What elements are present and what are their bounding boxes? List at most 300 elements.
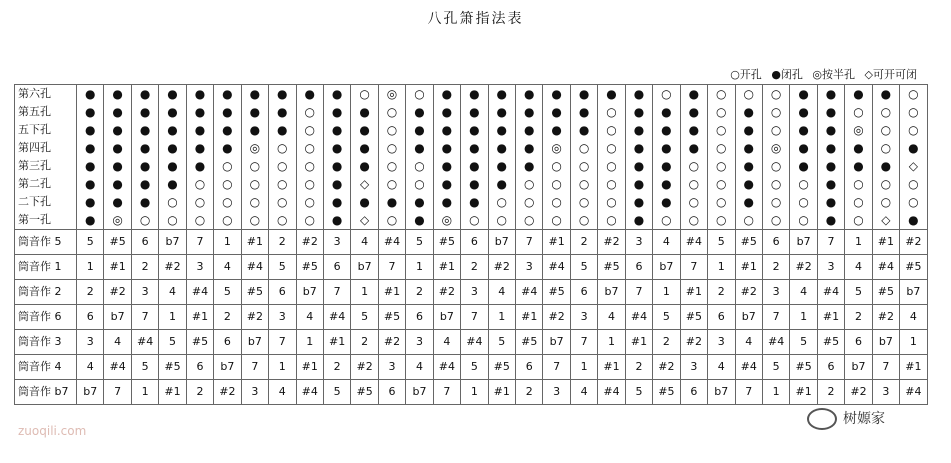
note-cell: b7 [845,355,872,380]
hole-symbol: ○ [606,177,617,191]
hole-symbol: ○ [606,123,617,137]
note-cell: 6 [845,330,872,355]
hole-symbol: ○ [304,105,315,119]
hole-symbol: ○ [770,213,782,227]
note-cell: #4 [762,330,789,355]
hole-symbol: ◎ [249,141,261,155]
hole-symbol: ○ [798,213,809,227]
note-cell: #4 [735,355,762,380]
hole-symbol: ● [743,195,754,209]
note-cell: #1 [625,330,652,355]
note-cell: #5 [735,230,762,255]
note-cell: 2 [131,255,158,280]
note-cell: b7 [735,305,762,330]
hole-symbol: ○ [414,87,425,101]
note-cell: 7 [323,280,350,305]
note-cell: #2 [159,255,186,280]
hole-symbol: ● [825,159,837,173]
note-cell: #1 [516,305,543,330]
fingering-column [570,85,597,230]
hole-symbol: ● [825,87,837,101]
note-cell: 2 [817,380,844,405]
hole-symbol: ● [825,123,837,137]
note-cell: 4 [406,355,433,380]
hole-label: 第四孔 [18,141,51,154]
note-cell: #2 [433,280,460,305]
hole-symbol: ● [523,159,535,173]
note-cell: 1 [159,305,186,330]
note-cell: b7 [488,230,515,255]
note-cell: #1 [378,280,405,305]
hole-symbol: ● [139,87,151,101]
fingering-column [269,85,296,230]
note-cell: 1 [790,305,817,330]
note-cell: 7 [872,355,899,380]
hole-symbol: ○ [386,123,398,137]
note-cell: #5 [104,230,131,255]
note-cell: 2 [351,330,378,355]
hole-symbol: ○ [688,159,700,173]
hole-symbol: ● [853,141,864,155]
legend [724,66,917,82]
hole-symbol: ● [853,87,864,101]
hole-symbol: ● [277,123,288,137]
note-cell: #5 [488,355,515,380]
note-cell: b7 [900,280,927,305]
note-row-label: 筒音作 4 [15,355,77,380]
hole-symbol: ○ [770,177,782,191]
hole-symbol: ● [331,177,343,191]
note-cell: 6 [323,255,350,280]
hole-label: 第三孔 [18,159,51,172]
note-cell: 4 [598,305,625,330]
hole-symbol: ● [908,213,919,227]
note-cell: #4 [598,380,625,405]
hole-symbol: ● [743,141,754,155]
note-cell: #1 [159,380,186,405]
fingering-column [214,85,241,230]
hole-symbol: ● [84,123,96,137]
hole-label: 第二孔 [18,177,51,190]
hole-symbol: ○ [853,195,864,209]
page-title: 八孔箫指法表 [427,11,524,27]
hole-symbol: ● [331,123,343,137]
hole-symbol: ● [359,105,370,119]
hole-symbol: ○ [304,213,315,227]
hole-symbol: ◇ [908,159,918,173]
hole-symbol: ○ [661,87,672,101]
hole-symbol: ● [112,87,123,101]
hole-symbol: ○ [661,213,672,227]
note-row-label: 筒音作 3 [15,330,77,355]
note-cell: #5 [433,230,460,255]
note-cell: #2 [653,355,680,380]
note-cell: #4 [296,380,323,405]
note-cell: 1 [214,230,241,255]
hole-symbol: ● [633,177,645,191]
hole-symbol: ● [496,159,508,173]
note-cell: 4 [708,355,735,380]
brand-badge [807,404,937,434]
hole-symbol: ○ [496,213,508,227]
note-cell: b7 [598,280,625,305]
hole-label: 第五孔 [18,105,51,118]
hole-symbol: ● [606,87,617,101]
fingering-column [104,85,131,230]
hole-symbol: ● [84,177,96,191]
hole-symbol: ● [825,195,837,209]
note-cell: 3 [241,380,268,405]
hole-symbol: ● [139,105,151,119]
hole-symbol: ○ [249,159,261,173]
note-cell: #1 [543,230,570,255]
fingering-column [680,85,707,230]
hole-symbol: ● [222,141,233,155]
note-cell: 7 [680,255,707,280]
hole-symbol: ○ [880,141,892,155]
note-cell: #5 [680,305,707,330]
fingering-column [488,85,515,230]
hole-symbol: ○ [880,105,892,119]
hole-symbol: ● [633,87,645,101]
hole-symbol: ○ [277,141,288,155]
note-cell: #4 [378,230,405,255]
note-cell: 2 [653,330,680,355]
brand-name: 树嫄家 [843,411,885,427]
hole-symbol: ● [743,159,754,173]
note-cell: #2 [680,330,707,355]
note-row [15,230,928,255]
hole-symbol: ● [139,159,151,173]
note-cell: 1 [762,380,789,405]
hole-symbol: ● [194,87,206,101]
hole-symbol: ● [277,105,288,119]
hole-symbol: ○ [716,159,727,173]
note-cell: #2 [790,255,817,280]
hole-symbol: ○ [853,105,864,119]
note-cell: 4 [104,330,131,355]
hole-symbol: ● [798,141,809,155]
note-cell: 3 [708,330,735,355]
note-cell: b7 [351,255,378,280]
hole-symbol: ◎ [770,141,782,155]
hole-symbol: ● [633,105,645,119]
note-cell: 4 [735,330,762,355]
hole-symbol: ○ [551,159,562,173]
hole-symbol: ● [331,87,343,101]
note-cell: b7 [872,330,899,355]
note-cell: 4 [653,230,680,255]
note-cell: 7 [131,305,158,330]
fingering-column [653,85,680,230]
hole-symbol: ○ [716,177,727,191]
note-cell: 4 [570,380,597,405]
note-cell: #4 [543,255,570,280]
hole-grid-row [15,85,928,230]
note-row [15,280,928,305]
hole-symbol: ● [167,123,178,137]
note-cell: #4 [625,305,652,330]
note-cell: 5 [406,230,433,255]
hole-symbol: ● [825,177,837,191]
legend-closed-hole: ●闭孔 [771,68,803,81]
hole-symbol: ● [661,159,672,173]
hole-label: 第一孔 [18,213,51,226]
note-cell: 6 [406,305,433,330]
note-cell: 2 [323,355,350,380]
hole-symbol: ● [688,87,700,101]
hole-symbol: ● [661,105,672,119]
hole-symbol: ○ [743,213,754,227]
note-cell: 7 [516,230,543,255]
hole-symbol: ● [469,177,480,191]
hole-symbol: ● [139,123,151,137]
hole-symbol: ● [523,123,535,137]
hole-symbol: ◇ [359,213,370,227]
note-row [15,305,928,330]
note-row [15,355,928,380]
note-cell: 2 [461,255,488,280]
hole-symbol: ● [496,177,508,191]
hole-symbol: ● [880,87,892,101]
hole-symbol: ● [84,195,96,209]
note-cell: #2 [296,230,323,255]
hole-symbol: ● [661,177,672,191]
note-cell: #1 [104,255,131,280]
note-cell: 5 [653,305,680,330]
hole-symbol: ● [414,213,425,227]
note-cell: 7 [762,305,789,330]
hole-symbol: ● [441,159,453,173]
hole-symbol: ○ [716,213,727,227]
hole-symbol: ○ [277,177,288,191]
note-row-label: 筒音作 1 [15,255,77,280]
hole-symbol: ○ [277,213,288,227]
hole-symbol: ● [167,105,178,119]
note-cell: 5 [131,355,158,380]
note-cell: #5 [241,280,268,305]
note-cell: #2 [845,380,872,405]
note-row [15,380,928,405]
hole-symbol: ○ [222,159,233,173]
hole-symbol: ● [578,105,590,119]
hole-symbol: ○ [716,141,727,155]
note-cell: 1 [296,330,323,355]
note-cell: 2 [570,230,597,255]
hole-symbol: ● [139,141,151,155]
hole-symbol: ● [386,195,398,209]
hole-symbol: ● [633,159,645,173]
note-cell: #4 [241,255,268,280]
note-cell: 6 [625,255,652,280]
note-cell: 1 [77,255,104,280]
note-cell: #2 [735,280,762,305]
hole-symbol: ○ [386,213,398,227]
hole-symbol: ● [551,123,562,137]
note-cell: b7 [241,330,268,355]
note-cell: 6 [570,280,597,305]
note-cell: #4 [186,280,213,305]
hole-symbol: ● [331,213,343,227]
note-cell: 2 [269,230,296,255]
hole-symbol: ○ [578,213,590,227]
note-cell: 4 [351,230,378,255]
note-cell: #2 [351,355,378,380]
note-cell: b7 [159,230,186,255]
hole-symbol: ◎ [853,123,864,137]
note-cell: 4 [900,305,927,330]
hole-symbol: ○ [770,87,782,101]
hole-symbol: ○ [414,159,425,173]
note-cell: 2 [516,380,543,405]
note-cell: #5 [653,380,680,405]
note-cell: 5 [845,280,872,305]
watermark: zuoqili.com [18,424,87,438]
hole-symbol: ● [469,105,480,119]
note-cell: 3 [186,255,213,280]
hole-symbol: ● [249,105,261,119]
hole-symbol: ○ [908,105,919,119]
note-cell: 7 [817,230,844,255]
hole-symbol: ○ [523,177,535,191]
fingering-column [323,85,350,230]
hole-symbol: ● [496,123,508,137]
hole-symbol: ○ [523,195,535,209]
hole-symbol: ○ [139,213,151,227]
note-cell: 3 [570,305,597,330]
hole-symbol: ● [578,87,590,101]
note-cell: #2 [241,305,268,330]
note-cell: 7 [461,305,488,330]
note-cell: 4 [488,280,515,305]
note-cell: #2 [543,305,570,330]
hole-symbol: ○ [606,159,617,173]
note-cell: #5 [516,330,543,355]
note-cell: 6 [817,355,844,380]
hole-symbol: ● [825,213,837,227]
fingering-column [241,85,268,230]
fingering-column [378,85,405,230]
hole-symbol: ○ [386,159,398,173]
note-cell: 7 [241,355,268,380]
hole-symbol: ○ [716,87,727,101]
note-cell: b7 [708,380,735,405]
hole-symbol: ● [633,195,645,209]
hole-symbol: ○ [716,195,727,209]
hole-symbol: ● [688,123,700,137]
hole-symbol: ○ [770,159,782,173]
hole-symbol: ○ [578,195,590,209]
fingering-column [817,85,844,230]
note-cell: 5 [323,380,350,405]
fingering-column [543,85,570,230]
note-cell: 7 [625,280,652,305]
note-cell: #5 [159,355,186,380]
note-cell: 5 [708,230,735,255]
note-cell: 4 [433,330,460,355]
hole-symbol: ○ [469,213,480,227]
hole-symbol: ○ [249,195,261,209]
hole-symbol: ○ [770,123,782,137]
note-cell: 1 [488,305,515,330]
fingering-column [433,85,460,230]
note-cell: b7 [433,305,460,330]
hole-symbol: ● [633,123,645,137]
hole-symbol: ○ [716,123,727,137]
hole-symbol: ● [441,105,453,119]
note-cell: 7 [543,355,570,380]
note-cell: 3 [817,255,844,280]
hole-symbol: ○ [304,177,315,191]
note-cell: #5 [598,255,625,280]
note-cell: 5 [77,230,104,255]
note-cell: #2 [872,305,899,330]
note-cell: 2 [186,380,213,405]
hole-symbol: ● [112,105,123,119]
note-cell: 4 [845,255,872,280]
note-cell: 3 [269,305,296,330]
note-cell: 5 [159,330,186,355]
note-cell: 5 [790,330,817,355]
note-cell: 7 [186,230,213,255]
hole-symbol: ● [688,141,700,155]
hole-symbol: ○ [606,105,617,119]
note-cell: 3 [516,255,543,280]
note-cell: 6 [708,305,735,330]
note-cell: #1 [241,230,268,255]
note-cell: 7 [735,380,762,405]
hole-label: 五下孔 [18,123,51,136]
hole-symbol: ● [908,141,919,155]
note-cell: #2 [900,230,927,255]
fingering-column [708,85,735,230]
hole-symbol: ● [331,159,343,173]
note-cell: #1 [680,280,707,305]
hole-symbol: ● [84,87,96,101]
note-cell: #4 [516,280,543,305]
note-cell: 1 [845,230,872,255]
hole-symbol: ● [304,87,315,101]
hole-symbol: ● [551,105,562,119]
hole-symbol: ● [523,141,535,155]
hole-symbol: ○ [908,87,919,101]
note-cell: 3 [625,230,652,255]
note-cell: 1 [406,255,433,280]
hole-symbol: ○ [798,195,809,209]
note-cell: #1 [488,380,515,405]
fingering-column [186,85,213,230]
hole-symbol: ○ [606,213,617,227]
hole-symbol: ○ [688,213,700,227]
note-cell: #1 [817,305,844,330]
note-cell: #5 [378,305,405,330]
note-cell: #4 [323,305,350,330]
hole-symbol: ○ [222,177,233,191]
hole-symbol: ○ [222,213,233,227]
note-row-label: 筒音作 6 [15,305,77,330]
note-cell: #2 [104,280,131,305]
note-cell: 1 [708,255,735,280]
note-cell: 3 [762,280,789,305]
hole-symbol: ● [441,123,453,137]
hole-symbol: ● [84,105,96,119]
hole-symbol: ● [84,141,96,155]
hole-symbol: ● [825,105,837,119]
note-cell: 1 [131,380,158,405]
fingering-column [845,85,872,230]
note-cell: 3 [461,280,488,305]
hole-symbol: ● [277,87,288,101]
